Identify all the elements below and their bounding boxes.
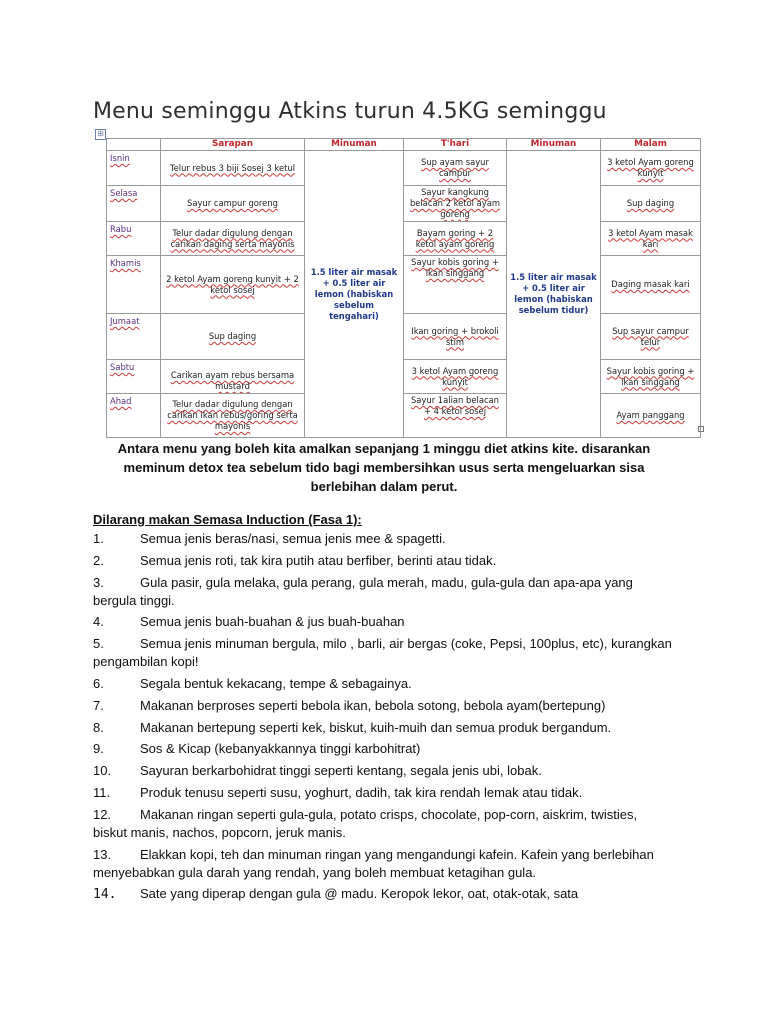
list-number: 9. — [93, 741, 104, 757]
dinner-text: 3 ketol Ayam masak kari — [608, 227, 693, 249]
breakfast-cell — [161, 222, 305, 256]
lunch-text: Sup ayam sayur campur — [421, 157, 489, 178]
table-row — [107, 314, 701, 360]
lunch-text: Sayur kobis goring + ikan singgang — [411, 257, 499, 278]
table-row — [107, 256, 701, 314]
list-text: Semua jenis roti, tak kira putih atau berfiber, berinti atau tidak. — [140, 552, 497, 568]
header-breakfast: Sarapan — [161, 139, 305, 151]
table-row — [107, 360, 701, 394]
list-text: Sayuran berkarbohidrat tinggi seperti kentang, segala jenis ubi, lobak. — [140, 763, 542, 779]
day-cell: Ahad — [107, 394, 161, 438]
lunch-text: Ikan goring + brokoli stim — [411, 325, 499, 347]
day-cell: Rabu — [107, 222, 161, 256]
list-item — [93, 762, 673, 780]
header-drink-1: Minuman — [305, 139, 404, 151]
breakfast-text: 2 ketol Ayam goreng kunyit + 2 ketol sosej — [166, 273, 299, 295]
list-number: 6. — [93, 675, 104, 691]
breakfast-text: Telur rebus 3 biji Sosej 3 ketul — [169, 162, 296, 173]
table-header-row — [107, 139, 701, 151]
document-title: Menu seminggu Atkins turun 4.5KG seminggu — [93, 99, 607, 124]
table-move-handle-icon[interactable]: ⊞ — [95, 129, 106, 140]
breakfast-cell — [161, 186, 305, 222]
drink-cell-dinner — [507, 151, 601, 438]
dinner-cell — [601, 394, 701, 438]
header-day — [107, 139, 161, 151]
lunch-cell — [404, 151, 507, 186]
list-item — [93, 552, 673, 570]
day-cell: Sabtu — [107, 360, 161, 394]
breakfast-cell — [161, 314, 305, 360]
list-text: Makanan bertepung seperti kek, biskut, kuih-muih dan semua produk bergandum. — [140, 719, 612, 735]
table-row — [107, 186, 701, 222]
breakfast-cell — [161, 360, 305, 394]
list-text: Semua jenis minuman bergula, milo , barli, air bergas (coke, Pepsi, 100plus, etc), kurangkan pengambilan kopi! — [93, 636, 672, 670]
list-item — [93, 885, 673, 904]
list-item — [93, 635, 673, 671]
list-item — [93, 740, 673, 758]
dinner-cell — [601, 186, 701, 222]
forbidden-list — [93, 530, 673, 908]
lunch-cell — [404, 394, 507, 438]
header-lunch: T'hari — [404, 139, 507, 151]
list-text: Sate yang diperap dengan gula @ madu. Keropok lekor, oat, otak-otak, sata — [140, 886, 579, 902]
day-cell: Jumaat — [107, 314, 161, 360]
list-text: Elakkan kopi, teh dan minuman ringan yang mengandungi kafein. Kafein yang berlebihan menyebabkan gula darah yang rendah, yang boleh membuat ketagihan gula. — [93, 846, 654, 880]
breakfast-text: Telur dadar digulung dengan carikan ikan rebus/goring serta mayonis — [167, 399, 298, 431]
dinner-cell — [601, 314, 701, 360]
dinner-text: Sup sayur campur telur — [612, 325, 689, 347]
list-number: 13. — [93, 846, 112, 862]
breakfast-text: Sayur campur goreng — [187, 198, 278, 208]
list-text: Makanan ringan seperti gula-gula, potato crisps, chocolate, pop-corn, aiskrim, twisties, biskut manis, nachos, popcorn, jeruk manis. — [93, 806, 638, 840]
list-text: Makanan berproses seperti bebola ikan, bebola sotong, bebola ayam(bertepung) — [140, 697, 606, 713]
list-number: 3. — [93, 574, 104, 590]
dinner-text: Daging masak kari — [611, 279, 690, 289]
dinner-text: Sayur kobis goring + ikan singgang — [606, 365, 695, 387]
list-text: Segala bentuk kekacang, tempe & sebagainya. — [140, 675, 412, 691]
dinner-cell — [601, 222, 701, 256]
list-number: 12. — [93, 806, 112, 822]
table-row — [107, 394, 701, 438]
lunch-text: Sayur kangkung belacan 2 ketol ayam goreng — [409, 187, 501, 219]
dinner-text: Sup daging — [626, 198, 675, 208]
list-number: 5. — [93, 636, 104, 652]
lunch-cell — [404, 256, 507, 314]
lunch-cell — [404, 186, 507, 222]
table-row — [107, 151, 701, 186]
list-text: Produk tenusu seperti susu, yoghurt, dadih, tak kira rendah lemak atau tidak. — [140, 784, 583, 800]
lunch-cell — [404, 360, 507, 394]
lunch-cell — [404, 222, 507, 256]
breakfast-cell — [161, 394, 305, 438]
dinner-cell — [601, 360, 701, 394]
day-cell: Isnin — [107, 151, 161, 186]
list-item — [93, 613, 673, 631]
drink-dinner-text: 1.5 liter air masak + 0.5 liter air lemon (habiskan sebelum tidur) — [510, 272, 597, 315]
list-item — [93, 675, 673, 693]
breakfast-text: Carikan ayam rebus bersama mustard — [170, 370, 295, 391]
list-number: 4. — [93, 614, 104, 630]
lunch-text: Sayur 1alian belacan + 4 ketol sosej — [410, 395, 499, 416]
table-row — [107, 222, 701, 256]
dinner-text: 3 ketol Ayam goreng kunyit — [607, 157, 694, 178]
list-text: Sos & Kicap (kebanyakkannya tinggi karbohitrat) — [140, 741, 421, 757]
list-number: 8. — [93, 719, 104, 735]
weekly-menu-table — [106, 138, 701, 438]
intro-paragraph: Antara menu yang boleh kita amalkan sepanjang 1 minggu diet atkins kite. disarankan meminum detox tea sebelum tido bagi membersihkan usus serta mengeluarkan sisa berlebihan dalam perut. — [117, 441, 651, 494]
list-item — [93, 806, 673, 842]
list-item — [93, 530, 673, 548]
list-item — [93, 574, 673, 610]
list-number: 14. — [93, 887, 117, 903]
lunch-text: 3 ketol Ayam goreng kunyit — [411, 365, 499, 387]
list-number: 7. — [93, 697, 104, 713]
lunch-cell — [404, 314, 507, 360]
list-item — [93, 719, 673, 737]
list-item — [93, 846, 673, 882]
list-text: Semua jenis beras/nasi, semua jenis mee & spagetti. — [140, 531, 446, 546]
breakfast-cell — [161, 256, 305, 314]
drink-lunch-text: 1.5 liter air masak + 0.5 liter air lemon (habiskan sebelum tengahari) — [310, 266, 398, 321]
list-text: Semua jenis buah-buahan & jus buah-buahan — [140, 614, 405, 630]
list-item — [93, 697, 673, 715]
list-text: Gula pasir, gula melaka, gula perang, gula merah, madu, gula-gula dan apa-apa yang bergula tinggi. — [93, 574, 633, 608]
list-number: 11. — [93, 784, 111, 800]
header-dinner: Malam — [601, 139, 701, 151]
day-cell: Selasa — [107, 186, 161, 222]
list-number: 1. — [93, 531, 104, 546]
list-number: 10. — [93, 763, 112, 779]
drink-cell-lunch — [305, 151, 404, 438]
dinner-cell — [601, 256, 701, 314]
list-item — [93, 784, 673, 802]
table-resize-handle[interactable] — [698, 426, 704, 432]
forbidden-heading: Dilarang makan Semasa Induction (Fasa 1): — [93, 512, 362, 527]
dinner-cell — [601, 151, 701, 186]
day-cell: Khamis — [107, 256, 161, 314]
dinner-text: Ayam panggang — [616, 410, 685, 420]
header-drink-2: Minuman — [507, 139, 601, 151]
breakfast-cell — [161, 151, 305, 186]
breakfast-text: Telur dadar digulung dengan carikan daging serta mayonis — [170, 227, 295, 249]
lunch-text: Bayam goring + 2 ketol ayam goreng — [415, 227, 495, 249]
breakfast-text: Sup daging — [208, 331, 257, 341]
list-number: 2. — [93, 552, 104, 568]
